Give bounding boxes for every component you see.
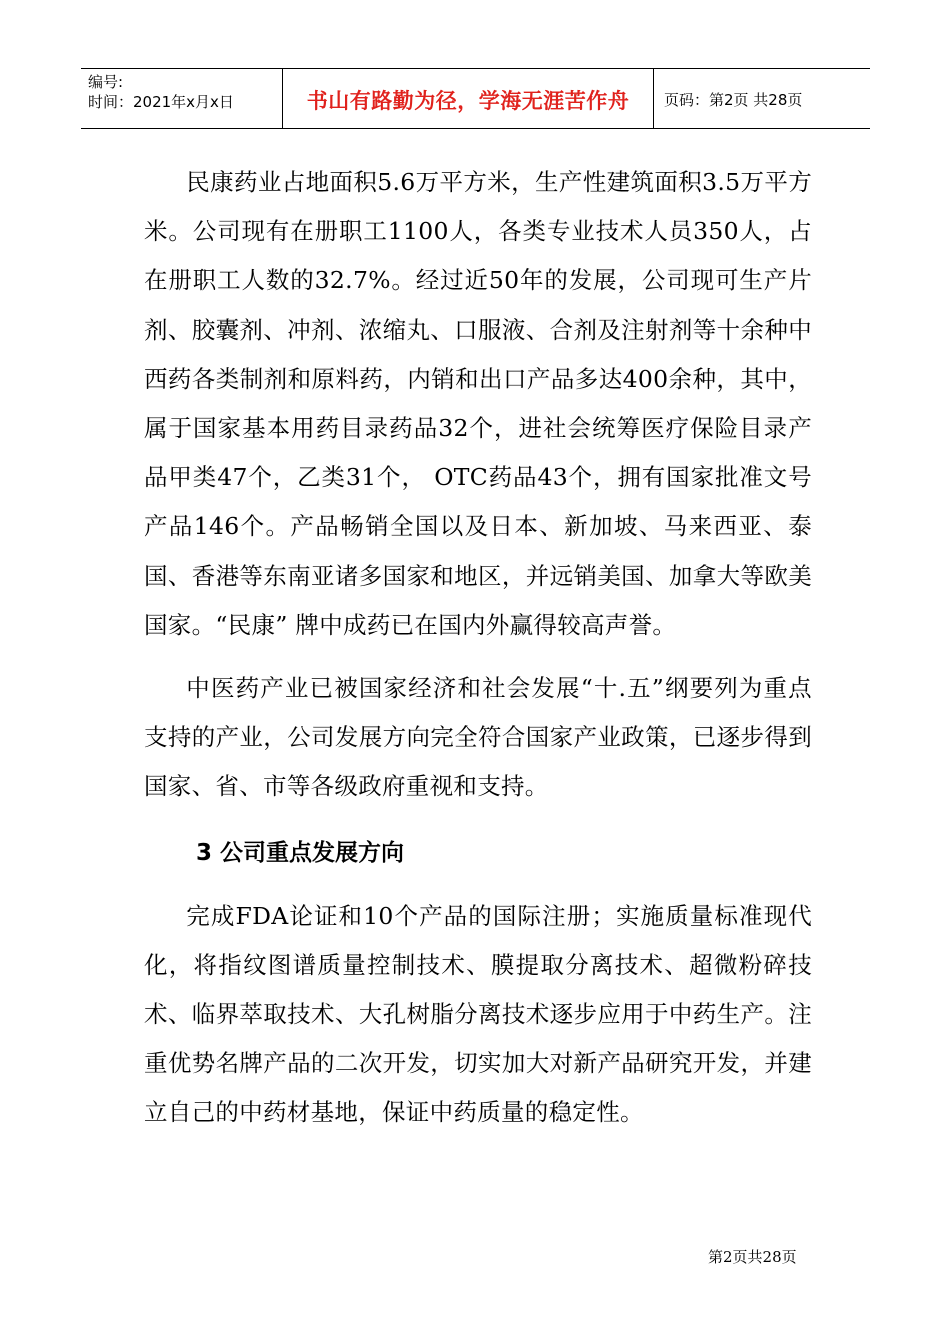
page-footer: 第2页共28页	[708, 1248, 797, 1266]
header-page-info: 页码：第2页 共28页	[664, 91, 803, 109]
page-header	[81, 68, 870, 129]
paragraph-development-direction: 完成FDA论证和10个产品的国际注册；实施质量标准现代化，将指纹图谱质量控制技术、膜提取分离技术、超微粉碎技术、临界萃取技术、大孔树脂分离技术逐步应用于中药生产。注重优势名牌产品的二次开发，切实加大对新产品研究开发，并建立自己的中药材基地，保证中药质量的稳定性。	[144, 901, 812, 1127]
document-number-label: 编号:	[88, 73, 124, 91]
paragraph-company-overview: 民康药业占地面积5.6万平方米，生产性建筑面积3.5万平方米。公司现有在册职工1100人，各类专业技术人员350人，占在册职工人数的32.7%。经过近50年的发展，公司现可生产片剂、胶囊剂、冲剂、浓缩丸、口服液、合剂及注射剂等十余种中西药各类制剂和原料药，内销和出口产品多达400余种，其中，属于国家基本用药目录药品32个，进社会统筹医疗保险目录产品甲类47个，乙类31个， OTC药品43个，拥有国家批准文号产品146个。产品畅销全国以及日本、新加坡、马来西亚、泰国、香港等东南亚诸多国家和地区，并远销美国、加拿大等欧美国家。“民康” 牌中成药已在国内外赢得较高声誉。	[144, 168, 812, 639]
section-heading-development-direction: 3 公司重点发展方向	[196, 839, 405, 866]
document-body	[144, 158, 812, 1138]
header-motto: 书山有路勤为径，学海无涯苦作舟	[283, 69, 654, 128]
paragraph-industry-policy: 中医药产业已被国家经济和社会发展“十.五”纲要列为重点支持的产业，公司发展方向完全符合国家产业政策，已逐步得到国家、省、市等各级政府重视和支持。	[144, 674, 812, 801]
header-meta-cell	[81, 69, 283, 128]
document-time-label: 时间：2021年x月x日	[88, 93, 234, 111]
